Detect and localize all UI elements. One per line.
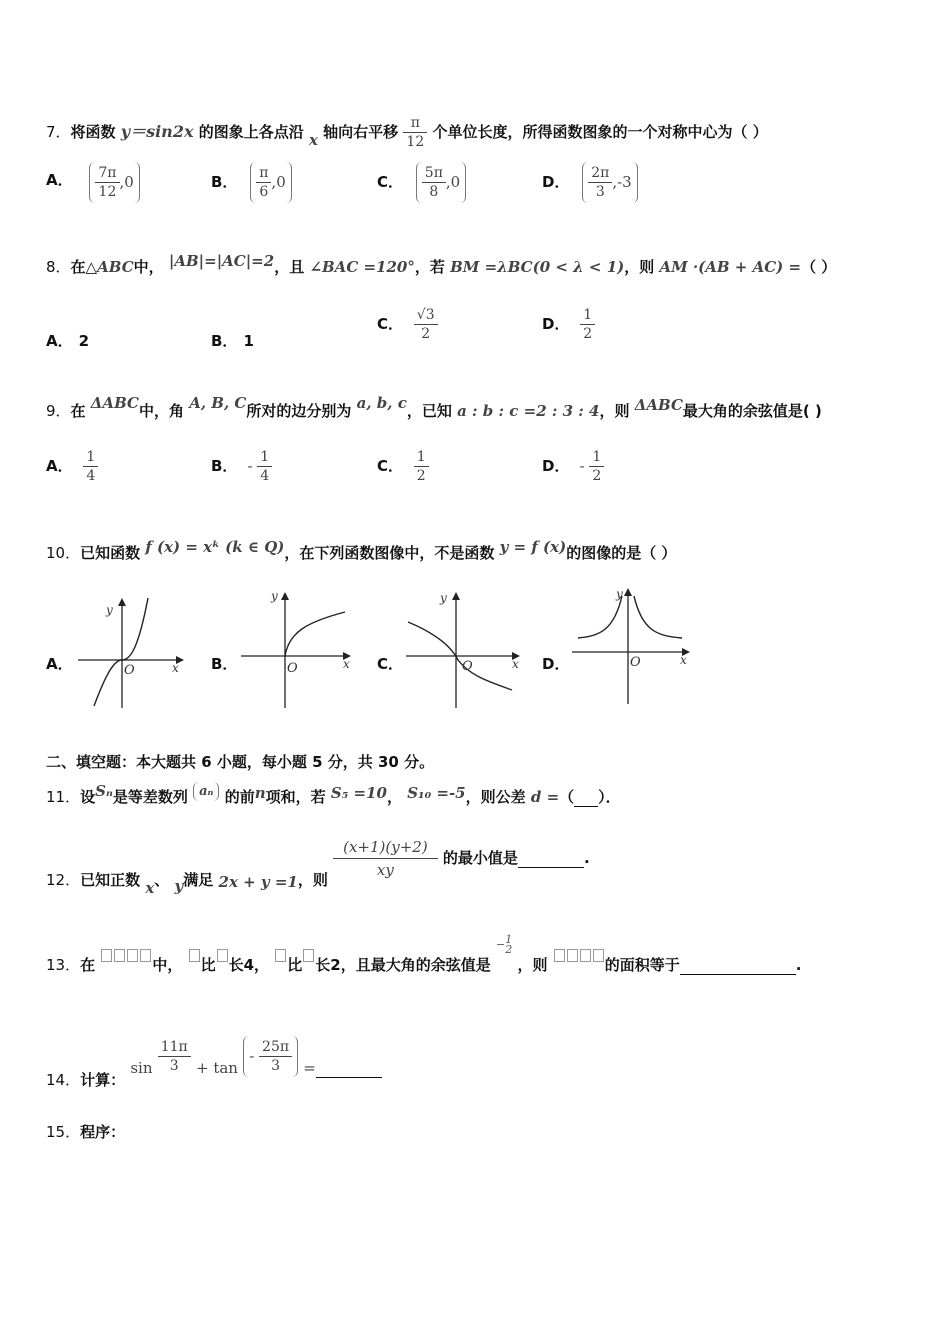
q10a-y-label: y xyxy=(106,603,113,617)
q12-fraction: $\frac{(x+1)(y+2)}{xy}$ xyxy=(333,836,438,881)
q8-option-d[interactable]: D． $\frac{1}{2}$ xyxy=(542,306,595,343)
q8-option-a[interactable]: A． 2 xyxy=(46,332,90,350)
q13-placeholder-side-4 xyxy=(303,949,314,962)
q7-option-d[interactable]: D． $\frac{2\pi}{3}$ ,-3 xyxy=(542,162,638,203)
q10d-y-label: y xyxy=(616,587,623,601)
q10c-origin-label: O xyxy=(462,659,473,674)
q13-placeholder-side-3 xyxy=(275,949,286,962)
q13-answer-blank[interactable] xyxy=(680,956,796,975)
q12-answer-blank[interactable] xyxy=(518,849,584,868)
q11-answer-blank[interactable] xyxy=(574,788,598,807)
q13-placeholder-side-2 xyxy=(217,949,228,962)
q9-option-a[interactable]: A． $\frac{1}{4}$ xyxy=(46,448,98,485)
question-8: 8．在△ABC中， |AB|=|AC|=2，且 ∠BAC =120°，若 BM =λBC(0 < λ < 1)，则 AM ·(AB + AC) =（ ） xyxy=(46,252,837,276)
q7-option-a[interactable]: A． $\frac{7\pi}{12}$ ,0 xyxy=(46,162,140,203)
q10-graph-d xyxy=(570,584,694,708)
q10-graph-c xyxy=(404,586,526,712)
q13-placeholder-triangle xyxy=(100,946,152,964)
q9-option-c[interactable]: C． $\frac{1}{2}$ xyxy=(377,448,429,485)
q14-answer-blank[interactable] xyxy=(316,1059,382,1078)
q7-option-c[interactable]: C． $\frac{5\pi}{8}$ ,0 xyxy=(377,162,466,203)
q10c-x-label: x xyxy=(512,657,519,671)
question-11: 11．设Sₙ是等差数列 aₙ 的前n项和，若 S₅ =10， S₁₀ =-5，则公差 d =（ ）． xyxy=(46,782,621,806)
question-15: 15．程序： xyxy=(46,1123,126,1141)
q10a-origin-label: O xyxy=(124,663,135,678)
q7-option-b[interactable]: B． $\frac{\pi}{6}$ ,0 xyxy=(211,162,292,203)
q10-option-d[interactable]: D． xyxy=(542,655,570,673)
q9-option-d[interactable]: D． - $\frac{1}{2}$ xyxy=(542,448,604,485)
q13-placeholder-triangle-2 xyxy=(553,946,605,964)
question-10: 10．已知函数 f (x) = xᵏ (k ∈ Q)，在下列函数图像中，不是函数 y = f (x)的图像的是（ ） xyxy=(46,538,677,562)
q13-placeholder-side-1 xyxy=(189,949,200,962)
q7-function: y＝sin2x xyxy=(120,122,194,141)
q10d-x-label: x xyxy=(680,653,687,667)
question-9: 9．在 ΔABC中，角 A, B, C所对的边分别为 a, b, c，已知 a : b : c =2 : 3 : 4，则 ΔABC最大角的余弦值是( ) xyxy=(46,394,822,420)
q13-cos-value: − 1 2 xyxy=(495,933,513,956)
q10a-x-label: x xyxy=(172,661,179,675)
q10d-origin-label: O xyxy=(630,655,641,670)
question-12: 12．已知正数 x、 y满足 2x + y =1，则 $\frac{(x+1)(y+2)}{xy}$ 的最小值是 . xyxy=(46,838,590,897)
q10-option-b[interactable]: B． xyxy=(211,655,238,673)
question-7: 7．将函数 y＝sin2x 的图象上各点沿 x 轴向右平移 $\frac{\pi}{12}$ 个单位长度，所得函数图象的一个对称中心为（ ） xyxy=(46,115,768,150)
q10-graph-b xyxy=(237,586,357,712)
q10b-x-label: x xyxy=(343,657,350,671)
section-2-heading: 二、填空题：本大题共 6 小题，每小题 5 分，共 30 分。 xyxy=(46,753,435,771)
q9-option-b[interactable]: B． - $\frac{1}{4}$ xyxy=(211,448,272,485)
question-14: 14．计算： sin $\frac{11\pi}{3}$ + tan - $\frac{25\pi}{3}$ = xyxy=(46,1036,382,1077)
q10c-y-label: y xyxy=(440,591,447,605)
q10b-y-label: y xyxy=(271,589,278,603)
question-13: 13．在 中， 比 长4， 比 长2，且最大角的余弦值是 − 1 2 ，则 的面积等于 . xyxy=(46,933,802,974)
q10-graph-a xyxy=(76,594,186,712)
q10-option-c[interactable]: C． xyxy=(377,655,404,673)
q10-option-a[interactable]: A． xyxy=(46,655,73,673)
q8-option-b[interactable]: B． 1 xyxy=(211,332,254,350)
q8-option-c[interactable]: C． $\frac{√3}{2}$ xyxy=(377,306,438,343)
q7-shift-fraction: $\frac{\pi}{12}$ xyxy=(403,114,427,151)
q10b-origin-label: O xyxy=(287,661,298,676)
